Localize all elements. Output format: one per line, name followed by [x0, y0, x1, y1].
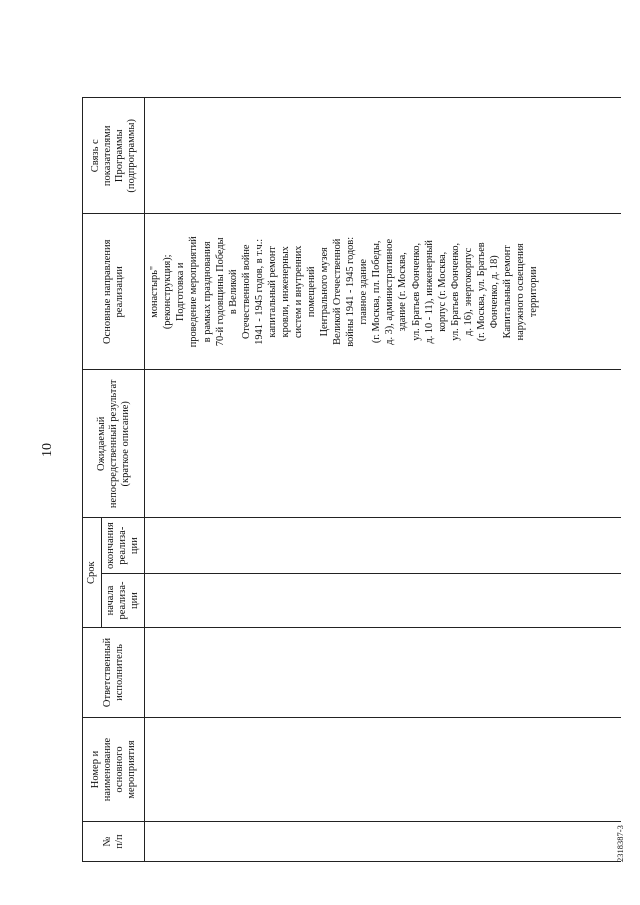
rotated-page [40, 42, 632, 862]
cell-term-start [145, 574, 622, 628]
header-term: Срок [83, 518, 102, 628]
cell-link [145, 98, 622, 214]
document-code: 2318387-3 [615, 825, 625, 862]
measures-table [82, 97, 621, 862]
header-link: Связь с показателями Программы (подпрограммы) [83, 98, 145, 214]
cell-result [145, 370, 622, 518]
cell-no [145, 822, 622, 862]
header-row [83, 98, 102, 862]
header-no: № п/п [83, 822, 145, 862]
table-row [145, 98, 622, 862]
header-term-start: начала реализа- ции [102, 574, 145, 628]
cell-term-end [145, 518, 622, 574]
header-result: Ожидаемый непосредственный результат (краткое описание) [83, 370, 145, 518]
cell-responsible [145, 628, 622, 718]
cell-name [145, 718, 622, 822]
header-directions: Основные направления реализации [83, 214, 145, 370]
page-number: 10 [40, 443, 55, 457]
header-term-end: окончания реализа- ции [102, 518, 145, 574]
cell-directions: монастырь" (реконструкция); Подготовка и проведение мероприятий в рамках празднования 70-й годовщины Победы в Великой Отечественной войне 1941 - 1945 годов, в т.ч.: капитальный ремонт кровли, инженерных систем и внутренних помещений Центрального музея Великой Отечественной войны 1941 - 1945 годов: главное здание (г. Москва, пл. Победы, д. 3), административное здание (г. Москва, ул. Братьев Фонченко, д. 10 - 11), инженерный корпус (г. Москва, ул. Братьев Фонченко, д. 16), энергокорпус (г. Москва, ул. Братьев Фонченко, д. 18) Капитальный ремонт наружного освещения территории [145, 214, 622, 370]
header-name: Номер и наименование основного мероприятия [83, 718, 145, 822]
header-responsible: Ответственный исполнитель [83, 628, 145, 718]
